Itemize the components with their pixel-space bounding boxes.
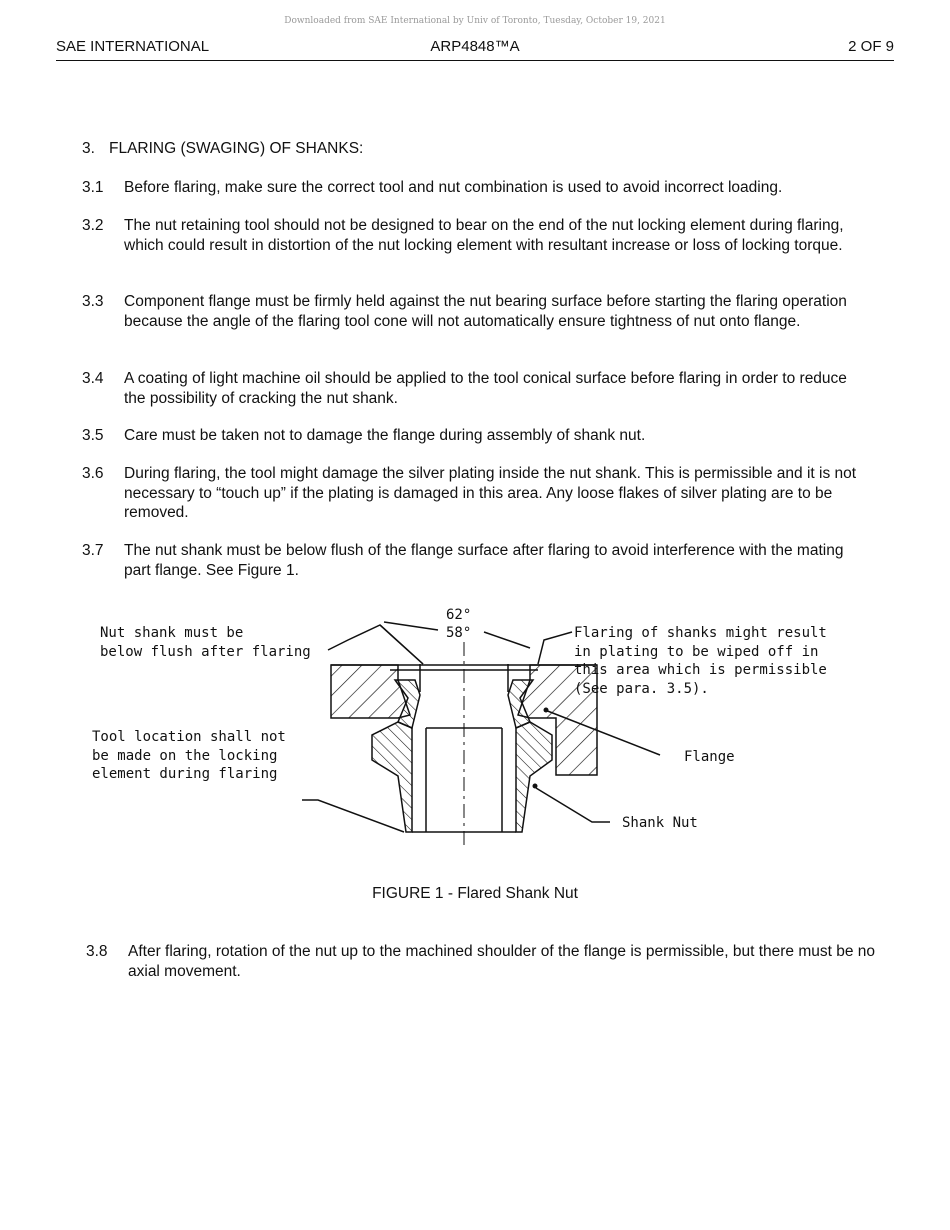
paragraph-number: 3.1 xyxy=(82,179,104,196)
flange-left-section xyxy=(331,665,410,718)
paragraph-3-5 xyxy=(82,426,872,446)
label-below-flush: Nut shank must be below flush after flaring xyxy=(100,625,311,660)
nut-body-right xyxy=(516,722,552,832)
paragraph-3-6 xyxy=(82,464,872,523)
paragraph-text: Component flange must be firmly held against the nut bearing surface before starting the flaring operation because the angle of the flaring tool cone will not automatically ensure tightness of nut onto flange. xyxy=(124,293,847,330)
header-org: SAE INTERNATIONAL xyxy=(56,38,210,55)
paragraph-3-2 xyxy=(82,216,872,255)
angle-outer-label: 62° xyxy=(446,607,472,623)
paragraph-3-3 xyxy=(82,292,872,331)
figure-flared-shank-nut xyxy=(90,600,860,860)
label-flange: Flange xyxy=(684,749,735,765)
nut-body-left xyxy=(372,722,412,832)
paragraph-number: 3.4 xyxy=(82,370,104,387)
angle-inner-label: 58° xyxy=(446,625,472,641)
download-watermark: Downloaded from SAE International by Univ of Toronto, Tuesday, October 19, 2021 xyxy=(284,16,666,26)
header-page-number: 2 OF 9 xyxy=(848,38,894,55)
paragraph-number: 3.8 xyxy=(86,943,108,960)
header-doc-id: ARP4848™A xyxy=(430,38,520,55)
paragraph-3-7 xyxy=(82,541,872,580)
paragraph-number: 3.7 xyxy=(82,542,104,559)
paragraph-text: Before flaring, make sure the correct tool and nut combination is used to avoid incorrect loading. xyxy=(124,179,783,196)
label-plating: Flaring of shanks might result in plating to be wiped off in this area which is permissible (See para. 3.5). xyxy=(574,625,827,697)
paragraph-text: The nut retaining tool should not be designed to bear on the end of the nut locking element during flaring, which could result in distortion of the nut locking element with resultant increase or loss of locking torque. xyxy=(124,217,844,254)
page-header xyxy=(56,38,894,61)
paragraph-3-4 xyxy=(82,369,872,408)
section-title: FLARING (SWAGING) OF SHANKS: xyxy=(109,140,364,157)
section-number: 3. xyxy=(82,140,95,157)
paragraph-3-1 xyxy=(82,178,872,198)
label-tool-location: Tool location shall not be made on the locking element during flaring xyxy=(92,729,286,782)
paragraph-3-8 xyxy=(86,942,876,981)
paragraph-text: The nut shank must be below flush of the flange surface after flaring to avoid interference with the mating part flange. See Figure 1. xyxy=(124,542,844,579)
paragraph-text: After flaring, rotation of the nut up to the machined shoulder of the flange is permissible, but there must be no axial movement. xyxy=(128,943,876,980)
paragraph-number: 3.2 xyxy=(82,217,104,234)
paragraph-text: A coating of light machine oil should be applied to the tool conical surface before flaring in order to reduce the possibility of cracking the nut shank. xyxy=(124,370,847,407)
paragraph-number: 3.6 xyxy=(82,465,104,482)
paragraph-text: During flaring, the tool might damage the silver plating inside the nut shank. This is permissible and it is not necessary to “touch up” if the plating is damaged in this area. Any loose flakes of silver plating are to be removed. xyxy=(124,465,857,521)
section-heading xyxy=(82,140,363,158)
paragraph-number: 3.3 xyxy=(82,293,104,310)
paragraph-text: Care must be taken not to damage the flange during assembly of shank nut. xyxy=(124,427,646,444)
paragraph-number: 3.5 xyxy=(82,427,104,444)
figure-caption: FIGURE 1 - Flared Shank Nut xyxy=(372,885,578,902)
label-shank-nut: Shank Nut xyxy=(622,815,698,831)
